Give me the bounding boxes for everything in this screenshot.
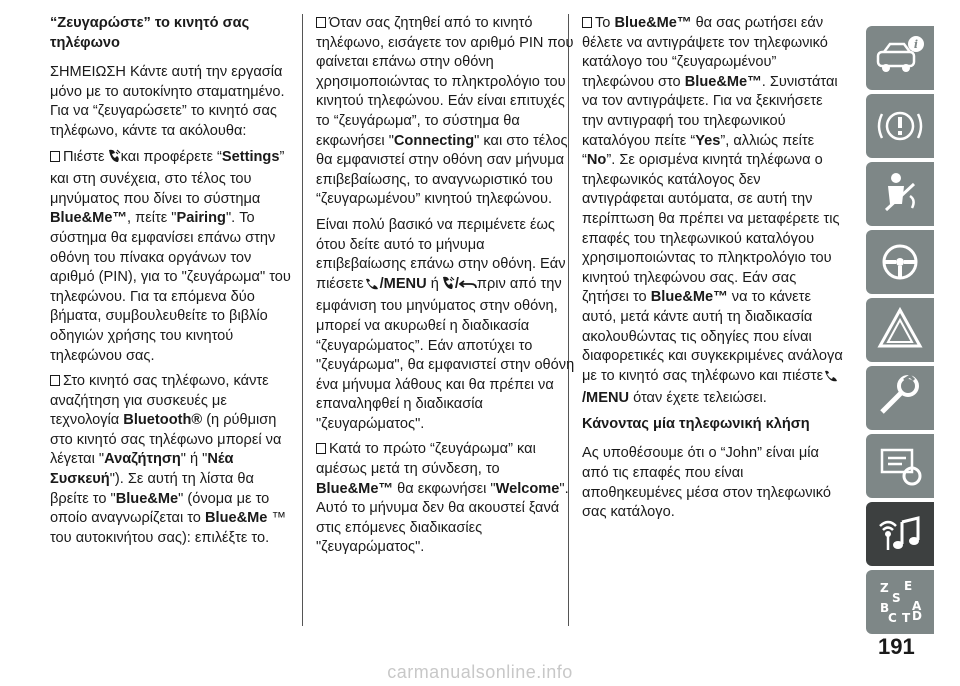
safety-icon <box>874 170 926 216</box>
voice-command-icon <box>105 148 121 171</box>
bullet-box-icon <box>582 17 592 28</box>
bullet-box-icon <box>50 151 60 162</box>
car-info-icon <box>874 34 926 80</box>
tab-safety[interactable] <box>866 162 934 226</box>
text-column-3 <box>582 14 844 529</box>
svg-text:Z: Z <box>880 581 889 595</box>
phone-pickup-icon <box>823 369 839 390</box>
tab-technical-data[interactable] <box>866 434 934 498</box>
body-paragraph: Ας υποθέσουμε ότι ο “John” είναι μία από τις επαφές που είναι αποθηκευμένες μέσα στον τηλεφωνικό σας κατάλογο. <box>582 445 831 521</box>
svg-text:E: E <box>904 579 913 593</box>
svg-text:T: T <box>902 611 911 624</box>
svg-text:S: S <box>892 591 901 605</box>
page-number: 191 <box>878 634 915 659</box>
start-drive-icon <box>874 238 926 284</box>
step-paragraph: Πιέστε και προφέρετε “Settings” και στη συνέχεια, στο τέλος του μηνύματος που δίνει το σύστημα Blue&Me™, πείτε "Pairing". Το σύστημα θα εμφανίσει επάνω στην οθόνη του πίνακα οργάνων τον αριθμό (PIN), για το "ζευγάρωμα" του τηλεφώνου. Για τα επόμενα δύο βήματα, συμβουλευθείτε το βιβλίο οδηγιών χρήσης του κινητού τηλεφώνου σας. <box>50 148 291 364</box>
body-paragraph: Είναι πολύ βασικό να περιμένετε έως ότου δείτε αυτό το μήνυμα επιβεβαίωσης επάνω στην οθόνη. Εάν πιέσετε /MENU ή / πριν από την εμφάνιση του μηνύματος στην οθόνη, μπορεί να ακυρωθεί η διαδικασία “ζευγαρώματος”. Εάν αποτύχει το "ζευγάρωμα", θα εμφανιστεί στην οθόνη ένα μήνυμα λάθους και θα πρέπει να επαναληφθεί η διαδικασία "ζευγαρώματος". <box>316 216 575 432</box>
bullet-box-icon <box>316 443 326 454</box>
tab-multimedia[interactable] <box>866 502 934 566</box>
tab-index[interactable] <box>866 570 934 634</box>
svg-text:i: i <box>913 38 919 51</box>
text-column-1 <box>50 14 292 554</box>
warning-light-icon <box>874 102 926 148</box>
step-paragraph: Όταν σας ζητηθεί από το κινητό τηλέφωνο, εισάγετε τον αριθμό PIN που φαίνεται επάνω στην οθόνη χρησιμοποιώντας το πληκτρολόγιο του κινητού τηλεφώνου. Εάν είναι επιτυχές το “ζευγάρωμα”, το σύστημα θα εκφωνήσει "Connecting" και στο τέλος θα εμφανιστεί στην οθόνη σαν μήνυμα επιβεβαίωσης, το αναγνωριστικό του “ζευγαρωμένου” κινητού τηλεφώνου. <box>316 15 574 208</box>
note-paragraph: ΣΗΜΕΙΩΣΗ Κάντε αυτή την εργασία μόνο με το αυτοκίνητο σταματημένο. Για να “ζευγαρώσετε” το κινητό σας τηλέφωνο, κάντε τα ακόλουθα: <box>50 64 285 139</box>
tab-warning-lights[interactable] <box>866 94 934 158</box>
warning-triangle-icon <box>874 306 926 352</box>
watermark: carmanualsonline.info <box>387 662 573 682</box>
svg-text:D: D <box>912 609 922 623</box>
step-paragraph: Στο κινητό σας τηλέφωνο, κάντε αναζήτηση για συσκευές με τεχνολογία Bluetooth® (η ρύθμιση στο κινητό σας τηλέφωνο μπορεί να λέγεται "Αναζήτηση" ή "Νέα Συσκευή"). Σε αυτή τη λίστα θα βρείτε το "Blue&Me" (όνομα με το οποίο αναγνωρίζεται το Blue&Me ™ του αυτοκινήτου σας): επιλέξτε το. <box>50 373 287 546</box>
phone-pickup-icon <box>364 277 380 298</box>
tab-car-info[interactable] <box>866 26 934 90</box>
column-divider <box>302 14 303 626</box>
voice-command-icon <box>439 275 455 298</box>
esc-back-icon <box>459 278 477 298</box>
multimedia-icon <box>874 510 926 556</box>
maintenance-icon <box>874 374 926 420</box>
step-paragraph: Το Blue&Me™ θα σας ρωτήσει εάν θέλετε να αντιγράψετε τον τηλεφωνικό κατάλογο του “ζευγαρωμένου” τηλεφώνου στο Blue&Me™. Συνιστάται να τον αντιγράψετε. Για να ξεκινήσετε την αντιγραφή του τηλεφωνικού καταλόγου πείτε “Yes”, αλλιώς πείτε “No”. Σε ορισμένα κινητά τηλέφωνα ο τηλεφωνικός κατάλογος δεν αντιγράφεται αυτόματα, σε αυτή την περίπτωση θα πρέπει να μεταφέρετε τις επαφές του τηλεφωνικού καταλόγου χρησιμοποιώντας το πληκτρολόγιο του κινητού τηλεφώνου σας. Εάν σας ζητήσει το Blue&Me™ να το κάνετε αυτό, μετά κάντε αυτή τη διαδικασία ακολουθώντας τις οδηγίες που είναι διαφορετικές και συγκεκριμένες ανάλογα με το κινητό σας τηλέφωνο και πιέστε/MENU όταν έχετε τελειώσει. <box>582 15 843 407</box>
technical-data-icon <box>874 442 926 488</box>
svg-text:B: B <box>880 601 890 615</box>
svg-text:C: C <box>888 611 897 624</box>
section-heading-pairing: “Ζευγαρώστε” το κινητό σας τηλέφωνο <box>50 15 250 51</box>
bullet-box-icon <box>316 17 326 28</box>
section-heading-call: Κάνοντας μία τηλεφωνική κλήση <box>582 415 810 432</box>
step-paragraph: Κατά το πρώτο “ζευγάρωμα” και αμέσως μετά τη σύνδεση, το Blue&Me™ θα εκφωνήσει "Welcome". Αυτό το μήνυμα δεν θα ακουστεί ξανά στις επόμενες διαδικασίες "ζευγαρώματος". <box>316 441 569 556</box>
index-icon <box>874 578 926 624</box>
tab-starting-driving[interactable] <box>866 230 934 294</box>
svg-text:A: A <box>912 599 922 613</box>
tab-emergency[interactable] <box>866 298 934 362</box>
bullet-box-icon <box>50 375 60 386</box>
tab-maintenance[interactable] <box>866 366 934 430</box>
text-column-2 <box>316 14 578 564</box>
